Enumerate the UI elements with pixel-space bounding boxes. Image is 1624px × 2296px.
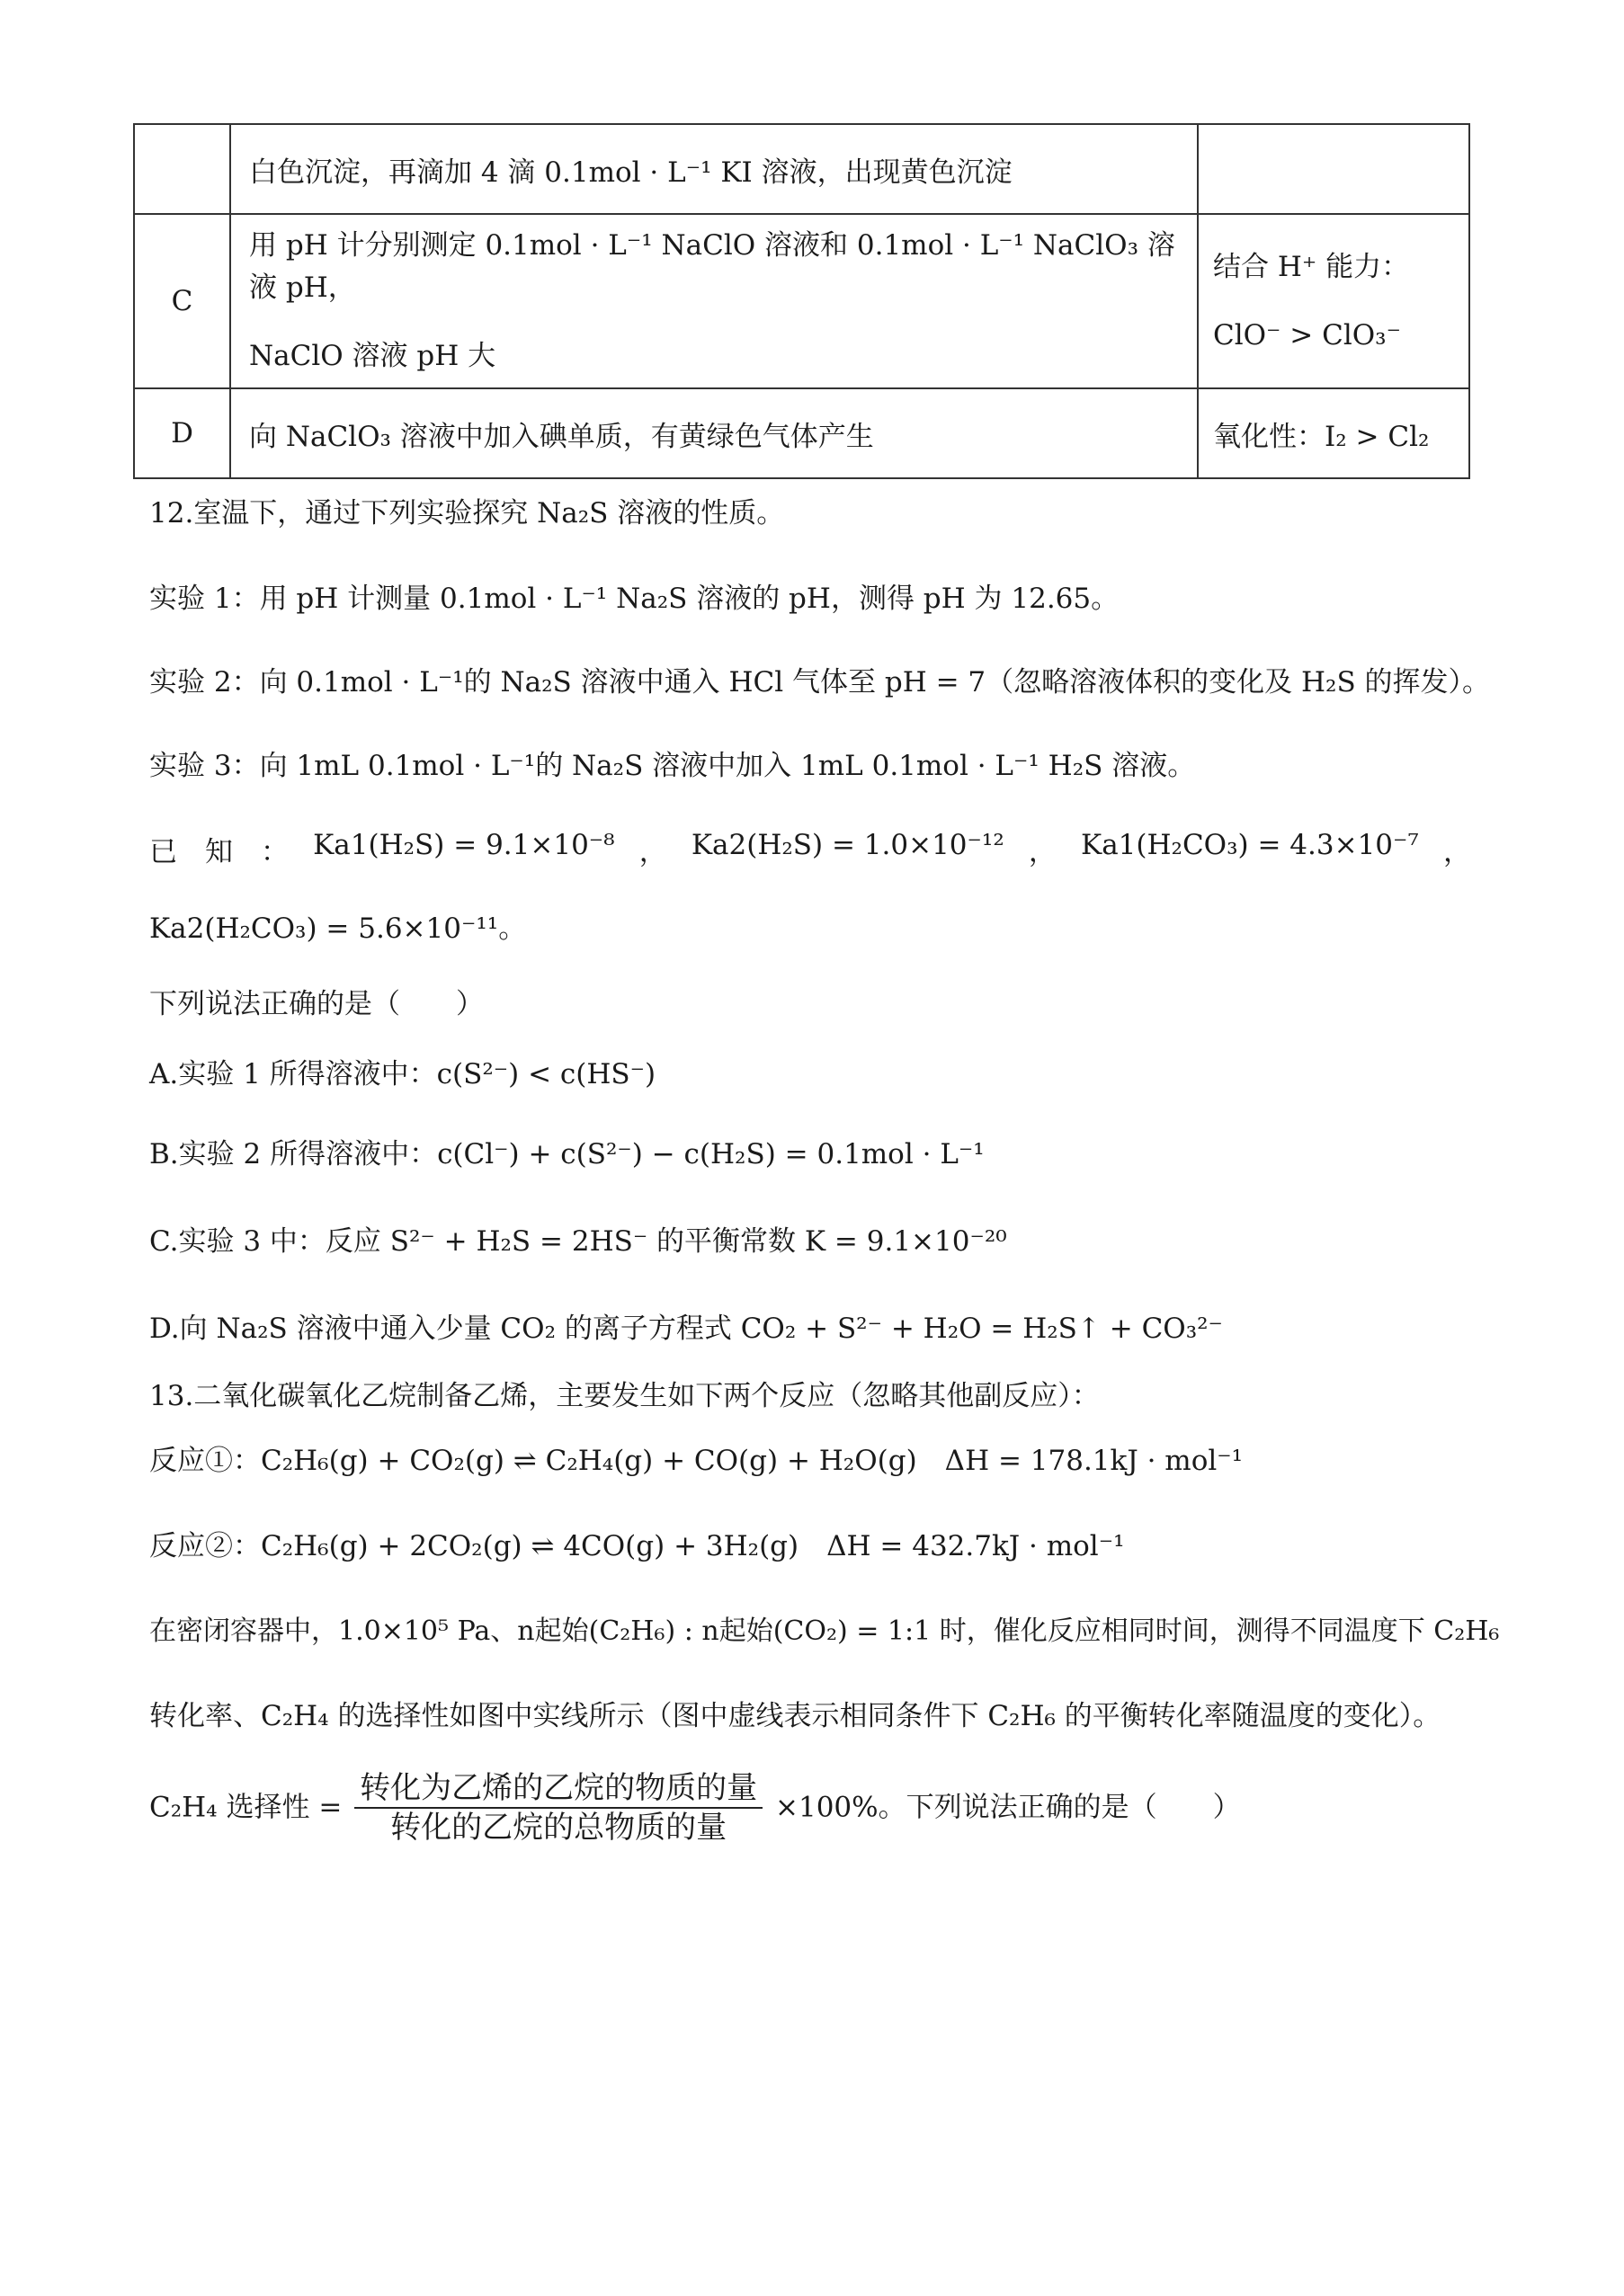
table-row bbox=[134, 124, 1469, 214]
q12-experiment-3: 实验 3：向 1mL 0.1mol · L⁻¹的 Na₂S 溶液中加入 1mL 0.1mol · L⁻¹ H₂S 溶液。 bbox=[149, 750, 1196, 782]
row-description: 白色沉淀，再滴加 4 滴 0.1mol · L⁻¹ KI 溶液，出现黄色沉淀 bbox=[230, 124, 1198, 214]
ka1-h2s: Ka1(H₂S) = 9.1×10⁻⁸ bbox=[313, 829, 615, 861]
q12-known-constants bbox=[149, 829, 1471, 869]
q12-question: 下列说法正确的是（ ） bbox=[149, 988, 484, 1020]
ka2-h2co3: Ka2(H₂CO₃) = 5.6×10⁻¹¹。 bbox=[149, 912, 527, 945]
row-conclusion: 氧化性：I₂ > Cl₂ bbox=[1198, 388, 1469, 478]
selectivity-fraction bbox=[354, 1770, 763, 1846]
q12-stem: 12.室温下，通过下列实验探究 Na₂S 溶液的性质。 bbox=[149, 497, 785, 530]
row-conclusion bbox=[1198, 214, 1469, 388]
q13-reaction-2: 反应②：C₂H₆(g) + 2CO₂(g) ⇌ 4CO(g) + 3H₂(g) ΔH = 432.7kJ · mol⁻¹ bbox=[149, 1530, 1125, 1562]
q13-conditions: 在密闭容器中，1.0×10⁵ Pa、n起始(C₂H₆) : n起始(CO₂) = 1:1 时，催化反应相同时间，测得不同温度下 C₂H₆ bbox=[149, 1615, 1500, 1647]
q13-conditions-2: 转化率、C₂H₄ 的选择性如图中实线所示（图中虚线表示相同条件下 C₂H₆ 的平衡转化率随温度的变化）。 bbox=[149, 1700, 1441, 1732]
q12-option-d: D.向 Na₂S 溶液中通入少量 CO₂ 的离子方程式 CO₂ + S²⁻ + H₂O = H₂S↑ + CO₃²⁻ bbox=[149, 1313, 1223, 1345]
q13-selectivity-formula bbox=[149, 1770, 1241, 1846]
separator: ， bbox=[1442, 836, 1471, 868]
fraction-denominator: 转化的乙烷的总物质的量 bbox=[390, 1810, 727, 1846]
fraction-numerator: 转化为乙烯的乙烷的物质的量 bbox=[354, 1773, 763, 1809]
q12-option-a: A.实验 1 所得溶液中：c(S²⁻) < c(HS⁻) bbox=[149, 1058, 656, 1090]
known-label: 已 知 ： bbox=[149, 836, 289, 868]
row-label: D bbox=[134, 388, 230, 478]
q12-experiment-2: 实验 2：向 0.1mol · L⁻¹的 Na₂S 溶液中通入 HCl 气体至 pH = 7（忽略溶液体积的变化及 H₂S 的挥发）。 bbox=[149, 666, 1491, 699]
ka2-h2s: Ka2(H₂S) = 1.0×10⁻¹² bbox=[691, 829, 1004, 861]
ka1-h2co3: Ka1(H₂CO₃) = 4.3×10⁻⁷ bbox=[1081, 829, 1419, 861]
q12-option-b: B.实验 2 所得溶液中：c(Cl⁻) + c(S²⁻) − c(H₂S) = 0.1mol · L⁻¹ bbox=[149, 1138, 985, 1170]
q13-stem: 13.二氧化碳氧化乙烷制备乙烯，主要发生如下两个反应（忽略其他副反应）： bbox=[149, 1380, 1100, 1412]
separator: ， bbox=[638, 836, 667, 868]
row-conclusion-line: 结合 H⁺ 能力： bbox=[1213, 250, 1410, 283]
selectivity-label: C₂H₄ 选择性 = bbox=[149, 1791, 343, 1824]
row-label bbox=[134, 124, 230, 214]
row-conclusion bbox=[1198, 124, 1469, 214]
separator: ， bbox=[1028, 836, 1057, 868]
row-description-line: 用 pH 计分别测定 0.1mol · L⁻¹ NaClO 溶液和 0.1mol · L⁻¹ NaClO₃ 溶液 pH， bbox=[249, 229, 1175, 304]
experiment-table bbox=[133, 123, 1470, 479]
row-description bbox=[230, 214, 1198, 388]
row-conclusion-line: ClO⁻ > ClO₃⁻ bbox=[1213, 319, 1401, 352]
q13-reaction-1: 反应①：C₂H₆(g) + CO₂(g) ⇌ C₂H₄(g) + CO(g) + H₂O(g) ΔH = 178.1kJ · mol⁻¹ bbox=[149, 1445, 1244, 1477]
row-description-line: NaClO 溶液 pH 大 bbox=[249, 340, 496, 373]
q12-option-c: C.实验 3 中：反应 S²⁻ + H₂S = 2HS⁻ 的平衡常数 K = 9.1×10⁻²⁰ bbox=[149, 1225, 1007, 1258]
selectivity-tail: ×100%。下列说法正确的是（ ） bbox=[775, 1791, 1241, 1824]
table-row bbox=[134, 214, 1469, 388]
row-description: 向 NaClO₃ 溶液中加入碘单质，有黄绿色气体产生 bbox=[230, 388, 1198, 478]
table-row bbox=[134, 388, 1469, 478]
row-label: C bbox=[134, 214, 230, 388]
q12-experiment-1: 实验 1：用 pH 计测量 0.1mol · L⁻¹ Na₂S 溶液的 pH，测得 pH 为 12.65。 bbox=[149, 583, 1120, 615]
